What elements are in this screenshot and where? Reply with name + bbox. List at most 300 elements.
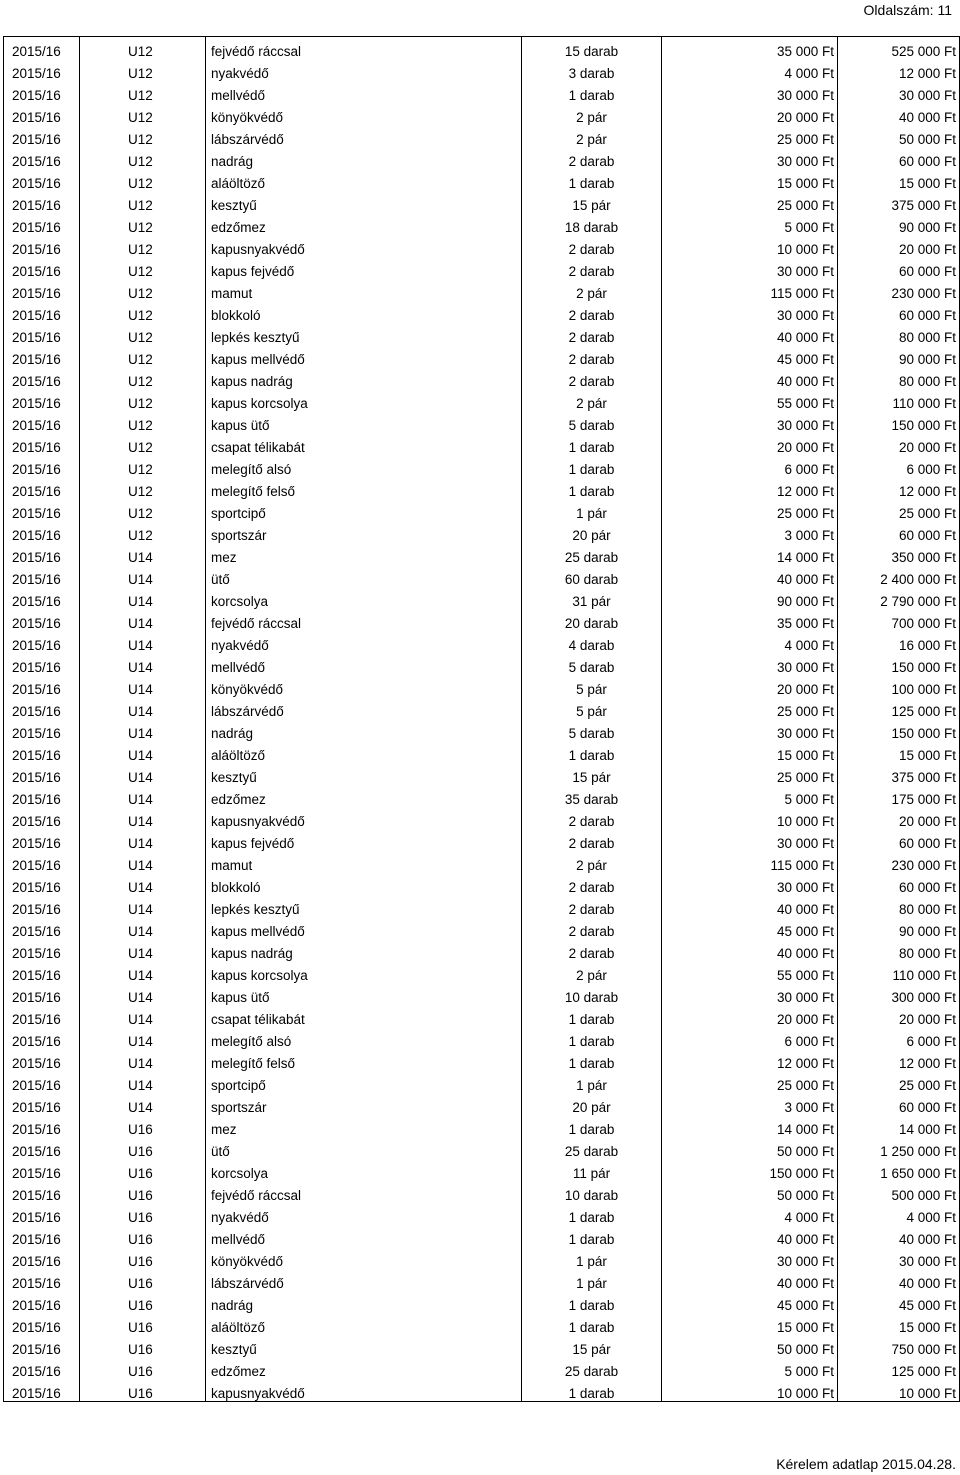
- cell-unit-price: 115 000 Ft: [662, 851, 838, 873]
- cell-total: 12 000 Ft: [838, 59, 960, 81]
- cell-season: 2015/16: [4, 763, 80, 785]
- cell-quantity: 2 pár: [522, 389, 662, 411]
- cell-total: 20 000 Ft: [838, 235, 960, 257]
- cell-item: edzőmez: [206, 213, 522, 235]
- cell-quantity: 2 pár: [522, 851, 662, 873]
- cell-season: 2015/16: [4, 235, 80, 257]
- cell-quantity: 1 darab: [522, 741, 662, 763]
- cell-unit-price: 40 000 Ft: [662, 1269, 838, 1291]
- cell-item: melegítő felső: [206, 477, 522, 499]
- cell-unit-price: 25 000 Ft: [662, 191, 838, 213]
- cell-total: 150 000 Ft: [838, 653, 960, 675]
- table-row: [4, 1379, 960, 1402]
- cell-quantity: 25 darab: [522, 1357, 662, 1379]
- cell-age-group: U14: [80, 1027, 206, 1049]
- cell-quantity: 5 pár: [522, 697, 662, 719]
- cell-unit-price: 30 000 Ft: [662, 983, 838, 1005]
- cell-unit-price: 4 000 Ft: [662, 1203, 838, 1225]
- cell-item: aláöltöző: [206, 1313, 522, 1335]
- cell-season: 2015/16: [4, 895, 80, 917]
- cell-unit-price: 6 000 Ft: [662, 1027, 838, 1049]
- cell-total: 20 000 Ft: [838, 1005, 960, 1027]
- cell-season: 2015/16: [4, 477, 80, 499]
- table-row: [4, 81, 960, 103]
- cell-season: 2015/16: [4, 191, 80, 213]
- cell-quantity: 1 darab: [522, 1049, 662, 1071]
- cell-age-group: U16: [80, 1159, 206, 1181]
- cell-item: ütő: [206, 565, 522, 587]
- cell-total: 375 000 Ft: [838, 191, 960, 213]
- table-row: [4, 1137, 960, 1159]
- cell-age-group: U14: [80, 719, 206, 741]
- cell-age-group: U12: [80, 323, 206, 345]
- cell-quantity: 1 darab: [522, 1203, 662, 1225]
- cell-unit-price: 4 000 Ft: [662, 59, 838, 81]
- cell-total: 60 000 Ft: [838, 301, 960, 323]
- cell-age-group: U16: [80, 1291, 206, 1313]
- cell-total: 1 650 000 Ft: [838, 1159, 960, 1181]
- cell-age-group: U12: [80, 81, 206, 103]
- cell-age-group: U12: [80, 147, 206, 169]
- cell-unit-price: 5 000 Ft: [662, 213, 838, 235]
- table-row: [4, 1005, 960, 1027]
- table-row: [4, 235, 960, 257]
- cell-total: 375 000 Ft: [838, 763, 960, 785]
- cell-unit-price: 30 000 Ft: [662, 1247, 838, 1269]
- cell-season: 2015/16: [4, 1137, 80, 1159]
- table-row: [4, 829, 960, 851]
- cell-season: 2015/16: [4, 697, 80, 719]
- cell-unit-price: 35 000 Ft: [662, 609, 838, 631]
- cell-item: lábszárvédő: [206, 1269, 522, 1291]
- cell-quantity: 4 darab: [522, 631, 662, 653]
- cell-season: 2015/16: [4, 917, 80, 939]
- cell-unit-price: 40 000 Ft: [662, 367, 838, 389]
- cell-total: 350 000 Ft: [838, 543, 960, 565]
- cell-age-group: U14: [80, 939, 206, 961]
- table-row: [4, 961, 960, 983]
- cell-total: 60 000 Ft: [838, 873, 960, 895]
- table-row: [4, 917, 960, 939]
- cell-total: 40 000 Ft: [838, 1225, 960, 1247]
- cell-total: 60 000 Ft: [838, 1093, 960, 1115]
- cell-season: 2015/16: [4, 125, 80, 147]
- document-footer: Kérelem adatlap 2015.04.28.: [776, 1456, 956, 1472]
- cell-age-group: U12: [80, 301, 206, 323]
- cell-quantity: 1 darab: [522, 1005, 662, 1027]
- cell-item: melegítő felső: [206, 1049, 522, 1071]
- table-row: [4, 653, 960, 675]
- cell-total: 1 250 000 Ft: [838, 1137, 960, 1159]
- cell-total: 15 000 Ft: [838, 169, 960, 191]
- cell-total: 300 000 Ft: [838, 983, 960, 1005]
- cell-item: blokkoló: [206, 301, 522, 323]
- cell-quantity: 1 pár: [522, 1247, 662, 1269]
- cell-total: 80 000 Ft: [838, 939, 960, 961]
- cell-age-group: U14: [80, 1093, 206, 1115]
- table-row: [4, 499, 960, 521]
- table-row: [4, 477, 960, 499]
- cell-quantity: 1 darab: [522, 455, 662, 477]
- cell-unit-price: 14 000 Ft: [662, 1115, 838, 1137]
- cell-quantity: 10 darab: [522, 983, 662, 1005]
- cell-item: lábszárvédő: [206, 697, 522, 719]
- table-row: [4, 851, 960, 873]
- cell-total: 2 790 000 Ft: [838, 587, 960, 609]
- cell-age-group: U14: [80, 1071, 206, 1093]
- cell-unit-price: 30 000 Ft: [662, 147, 838, 169]
- cell-age-group: U14: [80, 631, 206, 653]
- cell-season: 2015/16: [4, 1247, 80, 1269]
- cell-quantity: 60 darab: [522, 565, 662, 587]
- cell-item: edzőmez: [206, 1357, 522, 1379]
- cell-quantity: 25 darab: [522, 1137, 662, 1159]
- cell-unit-price: 40 000 Ft: [662, 939, 838, 961]
- cell-age-group: U14: [80, 609, 206, 631]
- cell-unit-price: 20 000 Ft: [662, 433, 838, 455]
- cell-age-group: U12: [80, 235, 206, 257]
- cell-unit-price: 5 000 Ft: [662, 1357, 838, 1379]
- cell-age-group: U12: [80, 257, 206, 279]
- cell-total: 20 000 Ft: [838, 433, 960, 455]
- cell-season: 2015/16: [4, 675, 80, 697]
- cell-item: kapusnyakvédő: [206, 1379, 522, 1402]
- cell-quantity: 10 darab: [522, 1181, 662, 1203]
- cell-age-group: U12: [80, 521, 206, 543]
- cell-age-group: U12: [80, 191, 206, 213]
- cell-age-group: U12: [80, 125, 206, 147]
- table-row: [4, 675, 960, 697]
- cell-season: 2015/16: [4, 433, 80, 455]
- cell-unit-price: 40 000 Ft: [662, 895, 838, 917]
- page-number: Oldalszám: 11: [863, 2, 952, 18]
- table-row: [4, 631, 960, 653]
- table-row: [4, 169, 960, 191]
- cell-item: mellvédő: [206, 653, 522, 675]
- cell-item: könyökvédő: [206, 1247, 522, 1269]
- cell-total: 230 000 Ft: [838, 851, 960, 873]
- cell-item: lábszárvédő: [206, 125, 522, 147]
- cell-item: kapus fejvédő: [206, 829, 522, 851]
- cell-season: 2015/16: [4, 873, 80, 895]
- cell-unit-price: 25 000 Ft: [662, 697, 838, 719]
- cell-item: sportszár: [206, 521, 522, 543]
- cell-age-group: U12: [80, 433, 206, 455]
- cell-item: aláöltöző: [206, 169, 522, 191]
- table-row: [4, 1159, 960, 1181]
- cell-total: 20 000 Ft: [838, 807, 960, 829]
- cell-item: könyökvédő: [206, 103, 522, 125]
- equipment-table-container: [3, 36, 959, 1402]
- cell-season: 2015/16: [4, 653, 80, 675]
- cell-total: 700 000 Ft: [838, 609, 960, 631]
- cell-age-group: U14: [80, 851, 206, 873]
- cell-unit-price: 30 000 Ft: [662, 653, 838, 675]
- cell-age-group: U16: [80, 1313, 206, 1335]
- cell-item: kapus ütő: [206, 983, 522, 1005]
- cell-total: 10 000 Ft: [838, 1379, 960, 1402]
- cell-season: 2015/16: [4, 565, 80, 587]
- cell-unit-price: 15 000 Ft: [662, 169, 838, 191]
- table-row: [4, 807, 960, 829]
- cell-quantity: 1 darab: [522, 1027, 662, 1049]
- table-row: [4, 1049, 960, 1071]
- cell-age-group: U16: [80, 1335, 206, 1357]
- cell-unit-price: 20 000 Ft: [662, 103, 838, 125]
- cell-age-group: U14: [80, 785, 206, 807]
- cell-total: 60 000 Ft: [838, 521, 960, 543]
- cell-total: 150 000 Ft: [838, 411, 960, 433]
- cell-unit-price: 30 000 Ft: [662, 873, 838, 895]
- cell-quantity: 2 darab: [522, 345, 662, 367]
- cell-total: 90 000 Ft: [838, 345, 960, 367]
- cell-season: 2015/16: [4, 257, 80, 279]
- table-row: [4, 1225, 960, 1247]
- cell-quantity: 35 darab: [522, 785, 662, 807]
- cell-item: blokkoló: [206, 873, 522, 895]
- cell-unit-price: 4 000 Ft: [662, 631, 838, 653]
- cell-item: melegítő alsó: [206, 455, 522, 477]
- cell-total: 110 000 Ft: [838, 389, 960, 411]
- cell-season: 2015/16: [4, 785, 80, 807]
- cell-quantity: 2 pár: [522, 103, 662, 125]
- cell-unit-price: 40 000 Ft: [662, 565, 838, 587]
- cell-item: fejvédő ráccsal: [206, 1181, 522, 1203]
- cell-quantity: 1 darab: [522, 1115, 662, 1137]
- cell-age-group: U16: [80, 1225, 206, 1247]
- cell-unit-price: 50 000 Ft: [662, 1335, 838, 1357]
- cell-season: 2015/16: [4, 851, 80, 873]
- cell-quantity: 15 pár: [522, 191, 662, 213]
- cell-season: 2015/16: [4, 367, 80, 389]
- table-row: [4, 543, 960, 565]
- cell-quantity: 2 darab: [522, 147, 662, 169]
- cell-quantity: 15 pár: [522, 763, 662, 785]
- cell-item: mellvédő: [206, 81, 522, 103]
- cell-season: 2015/16: [4, 609, 80, 631]
- cell-season: 2015/16: [4, 543, 80, 565]
- cell-age-group: U12: [80, 279, 206, 301]
- table-row: [4, 1027, 960, 1049]
- cell-season: 2015/16: [4, 1269, 80, 1291]
- cell-quantity: 2 darab: [522, 873, 662, 895]
- cell-total: 80 000 Ft: [838, 367, 960, 389]
- table-row: [4, 1313, 960, 1335]
- equipment-table: [3, 36, 960, 1402]
- cell-season: 2015/16: [4, 1093, 80, 1115]
- cell-item: csapat télikabát: [206, 433, 522, 455]
- table-row: [4, 279, 960, 301]
- cell-unit-price: 30 000 Ft: [662, 301, 838, 323]
- table-row: [4, 1247, 960, 1269]
- cell-age-group: U14: [80, 983, 206, 1005]
- cell-quantity: 15 pár: [522, 1335, 662, 1357]
- cell-season: 2015/16: [4, 81, 80, 103]
- cell-item: lepkés kesztyű: [206, 895, 522, 917]
- cell-season: 2015/16: [4, 59, 80, 81]
- cell-item: kapus mellvédő: [206, 345, 522, 367]
- cell-season: 2015/16: [4, 741, 80, 763]
- cell-season: 2015/16: [4, 147, 80, 169]
- table-row: [4, 191, 960, 213]
- cell-item: mamut: [206, 279, 522, 301]
- cell-item: nyakvédő: [206, 1203, 522, 1225]
- cell-age-group: U16: [80, 1181, 206, 1203]
- cell-age-group: U12: [80, 499, 206, 521]
- cell-total: 60 000 Ft: [838, 257, 960, 279]
- cell-total: 750 000 Ft: [838, 1335, 960, 1357]
- cell-age-group: U16: [80, 1379, 206, 1402]
- cell-unit-price: 3 000 Ft: [662, 521, 838, 543]
- table-row: [4, 103, 960, 125]
- table-row: [4, 1269, 960, 1291]
- cell-item: melegítő alsó: [206, 1027, 522, 1049]
- cell-item: sportszár: [206, 1093, 522, 1115]
- table-row: [4, 1357, 960, 1379]
- cell-unit-price: 25 000 Ft: [662, 763, 838, 785]
- cell-total: 50 000 Ft: [838, 125, 960, 147]
- cell-quantity: 2 darab: [522, 939, 662, 961]
- table-row: [4, 1203, 960, 1225]
- table-row: [4, 1335, 960, 1357]
- cell-unit-price: 6 000 Ft: [662, 455, 838, 477]
- table-row: [4, 301, 960, 323]
- cell-age-group: U16: [80, 1115, 206, 1137]
- table-row: [4, 1115, 960, 1137]
- cell-quantity: 2 pár: [522, 279, 662, 301]
- cell-total: 25 000 Ft: [838, 499, 960, 521]
- cell-season: 2015/16: [4, 807, 80, 829]
- cell-quantity: 2 darab: [522, 257, 662, 279]
- cell-item: kapus nadrág: [206, 367, 522, 389]
- cell-unit-price: 90 000 Ft: [662, 587, 838, 609]
- cell-total: 125 000 Ft: [838, 1357, 960, 1379]
- table-row: [4, 521, 960, 543]
- cell-unit-price: 30 000 Ft: [662, 829, 838, 851]
- cell-unit-price: 45 000 Ft: [662, 1291, 838, 1313]
- cell-season: 2015/16: [4, 499, 80, 521]
- cell-unit-price: 12 000 Ft: [662, 1049, 838, 1071]
- cell-item: mez: [206, 1115, 522, 1137]
- cell-age-group: U14: [80, 1005, 206, 1027]
- cell-item: korcsolya: [206, 587, 522, 609]
- cell-season: 2015/16: [4, 1071, 80, 1093]
- cell-age-group: U14: [80, 1049, 206, 1071]
- cell-total: 12 000 Ft: [838, 477, 960, 499]
- cell-unit-price: 55 000 Ft: [662, 961, 838, 983]
- cell-quantity: 5 pár: [522, 675, 662, 697]
- cell-season: 2015/16: [4, 1027, 80, 1049]
- cell-age-group: U14: [80, 675, 206, 697]
- cell-total: 80 000 Ft: [838, 323, 960, 345]
- cell-season: 2015/16: [4, 323, 80, 345]
- cell-unit-price: 30 000 Ft: [662, 81, 838, 103]
- cell-unit-price: 150 000 Ft: [662, 1159, 838, 1181]
- cell-quantity: 25 darab: [522, 543, 662, 565]
- cell-season: 2015/16: [4, 345, 80, 367]
- cell-quantity: 2 darab: [522, 895, 662, 917]
- cell-quantity: 5 darab: [522, 411, 662, 433]
- cell-season: 2015/16: [4, 1005, 80, 1027]
- cell-item: kapusnyakvédő: [206, 807, 522, 829]
- cell-item: nyakvédő: [206, 631, 522, 653]
- table-row: [4, 433, 960, 455]
- cell-total: 14 000 Ft: [838, 1115, 960, 1137]
- cell-unit-price: 50 000 Ft: [662, 1137, 838, 1159]
- cell-item: fejvédő ráccsal: [206, 37, 522, 60]
- cell-quantity: 2 darab: [522, 235, 662, 257]
- cell-season: 2015/16: [4, 1335, 80, 1357]
- cell-age-group: U14: [80, 807, 206, 829]
- table-row: [4, 983, 960, 1005]
- cell-quantity: 1 pár: [522, 1269, 662, 1291]
- cell-quantity: 2 darab: [522, 917, 662, 939]
- cell-quantity: 20 pár: [522, 521, 662, 543]
- cell-age-group: U14: [80, 829, 206, 851]
- cell-age-group: U14: [80, 543, 206, 565]
- table-row: [4, 873, 960, 895]
- cell-total: 90 000 Ft: [838, 213, 960, 235]
- cell-season: 2015/16: [4, 1049, 80, 1071]
- cell-item: sportcipő: [206, 1071, 522, 1093]
- cell-item: könyökvédő: [206, 675, 522, 697]
- cell-season: 2015/16: [4, 631, 80, 653]
- cell-item: mellvédő: [206, 1225, 522, 1247]
- cell-quantity: 2 pár: [522, 961, 662, 983]
- equipment-table-body: [4, 37, 960, 1402]
- cell-unit-price: 10 000 Ft: [662, 235, 838, 257]
- cell-unit-price: 10 000 Ft: [662, 1379, 838, 1402]
- cell-item: sportcipő: [206, 499, 522, 521]
- cell-total: 40 000 Ft: [838, 103, 960, 125]
- cell-age-group: U16: [80, 1269, 206, 1291]
- cell-season: 2015/16: [4, 961, 80, 983]
- cell-age-group: U12: [80, 477, 206, 499]
- cell-age-group: U16: [80, 1357, 206, 1379]
- cell-season: 2015/16: [4, 213, 80, 235]
- cell-age-group: U14: [80, 565, 206, 587]
- cell-unit-price: 45 000 Ft: [662, 345, 838, 367]
- cell-quantity: 5 darab: [522, 719, 662, 741]
- cell-quantity: 1 darab: [522, 81, 662, 103]
- cell-total: 12 000 Ft: [838, 1049, 960, 1071]
- table-row: [4, 763, 960, 785]
- cell-age-group: U12: [80, 103, 206, 125]
- cell-quantity: 20 pár: [522, 1093, 662, 1115]
- cell-age-group: U14: [80, 697, 206, 719]
- cell-quantity: 2 darab: [522, 301, 662, 323]
- cell-age-group: U16: [80, 1203, 206, 1225]
- table-row: [4, 939, 960, 961]
- cell-quantity: 3 darab: [522, 59, 662, 81]
- cell-season: 2015/16: [4, 455, 80, 477]
- cell-season: 2015/16: [4, 1203, 80, 1225]
- cell-age-group: U12: [80, 37, 206, 60]
- cell-age-group: U14: [80, 587, 206, 609]
- cell-unit-price: 3 000 Ft: [662, 1093, 838, 1115]
- cell-age-group: U14: [80, 961, 206, 983]
- cell-item: kapusnyakvédő: [206, 235, 522, 257]
- cell-unit-price: 14 000 Ft: [662, 543, 838, 565]
- cell-season: 2015/16: [4, 1291, 80, 1313]
- cell-item: mamut: [206, 851, 522, 873]
- cell-item: kesztyű: [206, 1335, 522, 1357]
- cell-age-group: U14: [80, 741, 206, 763]
- cell-unit-price: 15 000 Ft: [662, 741, 838, 763]
- cell-quantity: 31 pár: [522, 587, 662, 609]
- cell-season: 2015/16: [4, 1159, 80, 1181]
- table-row: [4, 257, 960, 279]
